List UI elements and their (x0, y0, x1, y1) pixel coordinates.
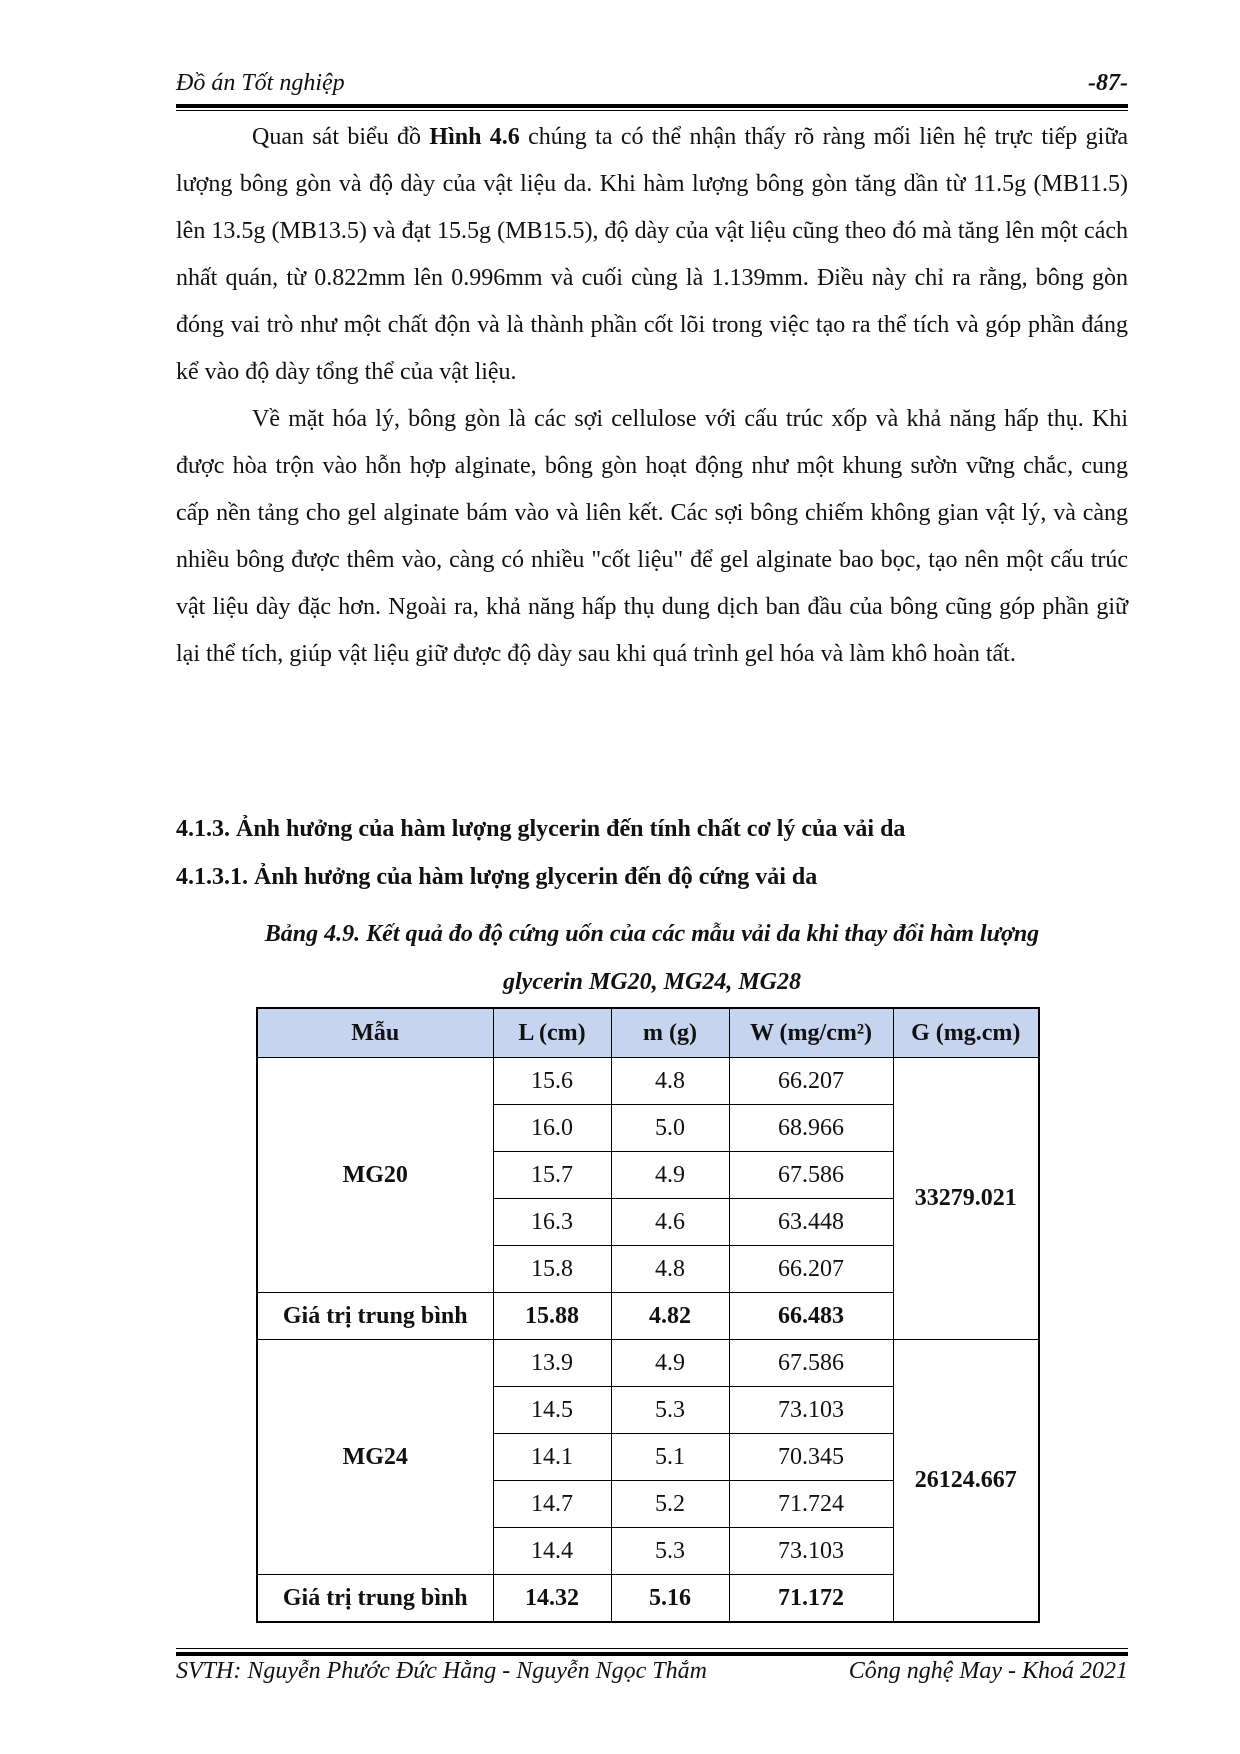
cell-mass: 5.3 (611, 1387, 729, 1434)
average-label: Giá trị trung bình (257, 1575, 493, 1623)
average-weight: 71.172 (729, 1575, 893, 1623)
average-mass: 4.82 (611, 1293, 729, 1340)
table-caption-line-2: glycerin MG20, MG24, MG28 (503, 969, 801, 995)
paragraph-1 (176, 114, 1128, 396)
cell-weight: 63.448 (729, 1199, 893, 1246)
cell-length: 14.5 (493, 1387, 611, 1434)
table-row (257, 1340, 1039, 1387)
cell-mass: 5.2 (611, 1481, 729, 1528)
col-header-stiffness: G (mg.cm) (893, 1008, 1039, 1058)
average-length: 15.88 (493, 1293, 611, 1340)
header-rule-thick (176, 104, 1128, 108)
cell-mass: 5.0 (611, 1105, 729, 1152)
cell-weight: 66.207 (729, 1058, 893, 1105)
footer-rule-thin (176, 1648, 1128, 1649)
cell-weight: 73.103 (729, 1387, 893, 1434)
cell-mass: 5.3 (611, 1528, 729, 1575)
figure-reference: Hình 4.6 (429, 124, 520, 150)
paragraph-1-rest: chúng ta có thể nhận thấy rõ ràng mối liên hệ trực tiếp giữa lượng bông gòn và độ dày của vật liệu da. Khi hàm lượng bông gòn tăng dần từ 11.5g (MB11.5) lên 13.5g (MB13.5) và đạt 15.5g (MB15.5), độ dày của vật liệu cũng theo đó mà tăng lên một cách nhất quán, từ 0.822mm lên 0.996mm và cuối cùng là 1.139mm. Điều này chỉ ra rằng, bông gòn đóng vai trò như một chất độn và là thành phần cốt lõi trong việc tạo ra thể tích và góp phần đáng kể vào độ dày tổng thể của vật liệu. (176, 124, 1128, 385)
footer-authors: SVTH: Nguyễn Phước Đức Hằng - Nguyễn Ngọc Thắm (176, 1658, 707, 1684)
table-row (257, 1058, 1039, 1105)
cell-mass: 4.9 (611, 1152, 729, 1199)
cell-weight: 73.103 (729, 1528, 893, 1575)
cell-length: 15.8 (493, 1246, 611, 1293)
cell-mass: 4.8 (611, 1246, 729, 1293)
cell-weight: 70.345 (729, 1434, 893, 1481)
average-weight: 66.483 (729, 1293, 893, 1340)
table-caption (176, 910, 1128, 1006)
page-number: -87- (1088, 70, 1128, 96)
cell-weight: 68.966 (729, 1105, 893, 1152)
cell-length: 13.9 (493, 1340, 611, 1387)
table-header-row (257, 1008, 1039, 1058)
cell-mass: 4.8 (611, 1058, 729, 1105)
table-caption-line-1: Bảng 4.9. Kết quả đo độ cứng uốn của các mẫu vải da khi thay đổi hàm lượng (264, 921, 1040, 947)
cell-mass: 4.6 (611, 1199, 729, 1246)
subsection-heading: 4.1.3.1. Ảnh hưởng của hàm lượng glycerin đến độ cứng vải da (176, 864, 818, 890)
average-mass: 5.16 (611, 1575, 729, 1623)
cell-length: 16.0 (493, 1105, 611, 1152)
average-label: Giá trị trung bình (257, 1293, 493, 1340)
footer-course: Công nghệ May - Khoá 2021 (848, 1658, 1128, 1684)
cell-mass: 4.9 (611, 1340, 729, 1387)
page-header (176, 70, 1128, 104)
cell-length: 16.3 (493, 1199, 611, 1246)
cell-length: 15.7 (493, 1152, 611, 1199)
stiffness-value: 33279.021 (893, 1058, 1039, 1340)
footer-rule-thick (176, 1652, 1128, 1656)
col-header-sample: Mẫu (257, 1008, 493, 1058)
col-header-weight: W (mg/cm²) (729, 1008, 893, 1058)
cell-length: 15.6 (493, 1058, 611, 1105)
col-header-mass: m (g) (611, 1008, 729, 1058)
stiffness-table (256, 1007, 1040, 1623)
header-rule-thin (176, 110, 1128, 111)
cell-length: 14.4 (493, 1528, 611, 1575)
cell-weight: 66.207 (729, 1246, 893, 1293)
average-length: 14.32 (493, 1575, 611, 1623)
cell-weight: 67.586 (729, 1152, 893, 1199)
stiffness-value: 26124.667 (893, 1340, 1039, 1623)
cell-length: 14.1 (493, 1434, 611, 1481)
header-title: Đồ án Tốt nghiệp (176, 70, 345, 96)
paragraph-2: Về mặt hóa lý, bông gòn là các sợi cellulose với cấu trúc xốp và khả năng hấp thụ. Khi được hòa trộn vào hỗn hợp alginate, bông gòn hoạt động như một khung sườn vững chắc, cung cấp nền tảng cho gel alginate bám vào và liên kết. Các sợi bông chiếm không gian vật lý, và càng nhiều bông được thêm vào, càng có nhiều "cốt liệu" để gel alginate bao bọc, tạo nên một cấu trúc vật liệu dày đặc hơn. Ngoài ra, khả năng hấp thụ dung dịch ban đầu của bông cũng góp phần giữ lại thể tích, giúp vật liệu giữ được độ dày sau khi quá trình gel hóa và làm khô hoàn tất. (176, 406, 1128, 667)
col-header-length: L (cm) (493, 1008, 611, 1058)
cell-weight: 67.586 (729, 1340, 893, 1387)
sample-name: MG24 (257, 1340, 493, 1575)
cell-weight: 71.724 (729, 1481, 893, 1528)
sample-name: MG20 (257, 1058, 493, 1293)
cell-mass: 5.1 (611, 1434, 729, 1481)
cell-length: 14.7 (493, 1481, 611, 1528)
body-text (176, 114, 1128, 678)
section-heading: 4.1.3. Ảnh hưởng của hàm lượng glycerin đến tính chất cơ lý của vải da (176, 816, 906, 842)
paragraph-1-start: Quan sát biểu đồ (252, 124, 430, 150)
